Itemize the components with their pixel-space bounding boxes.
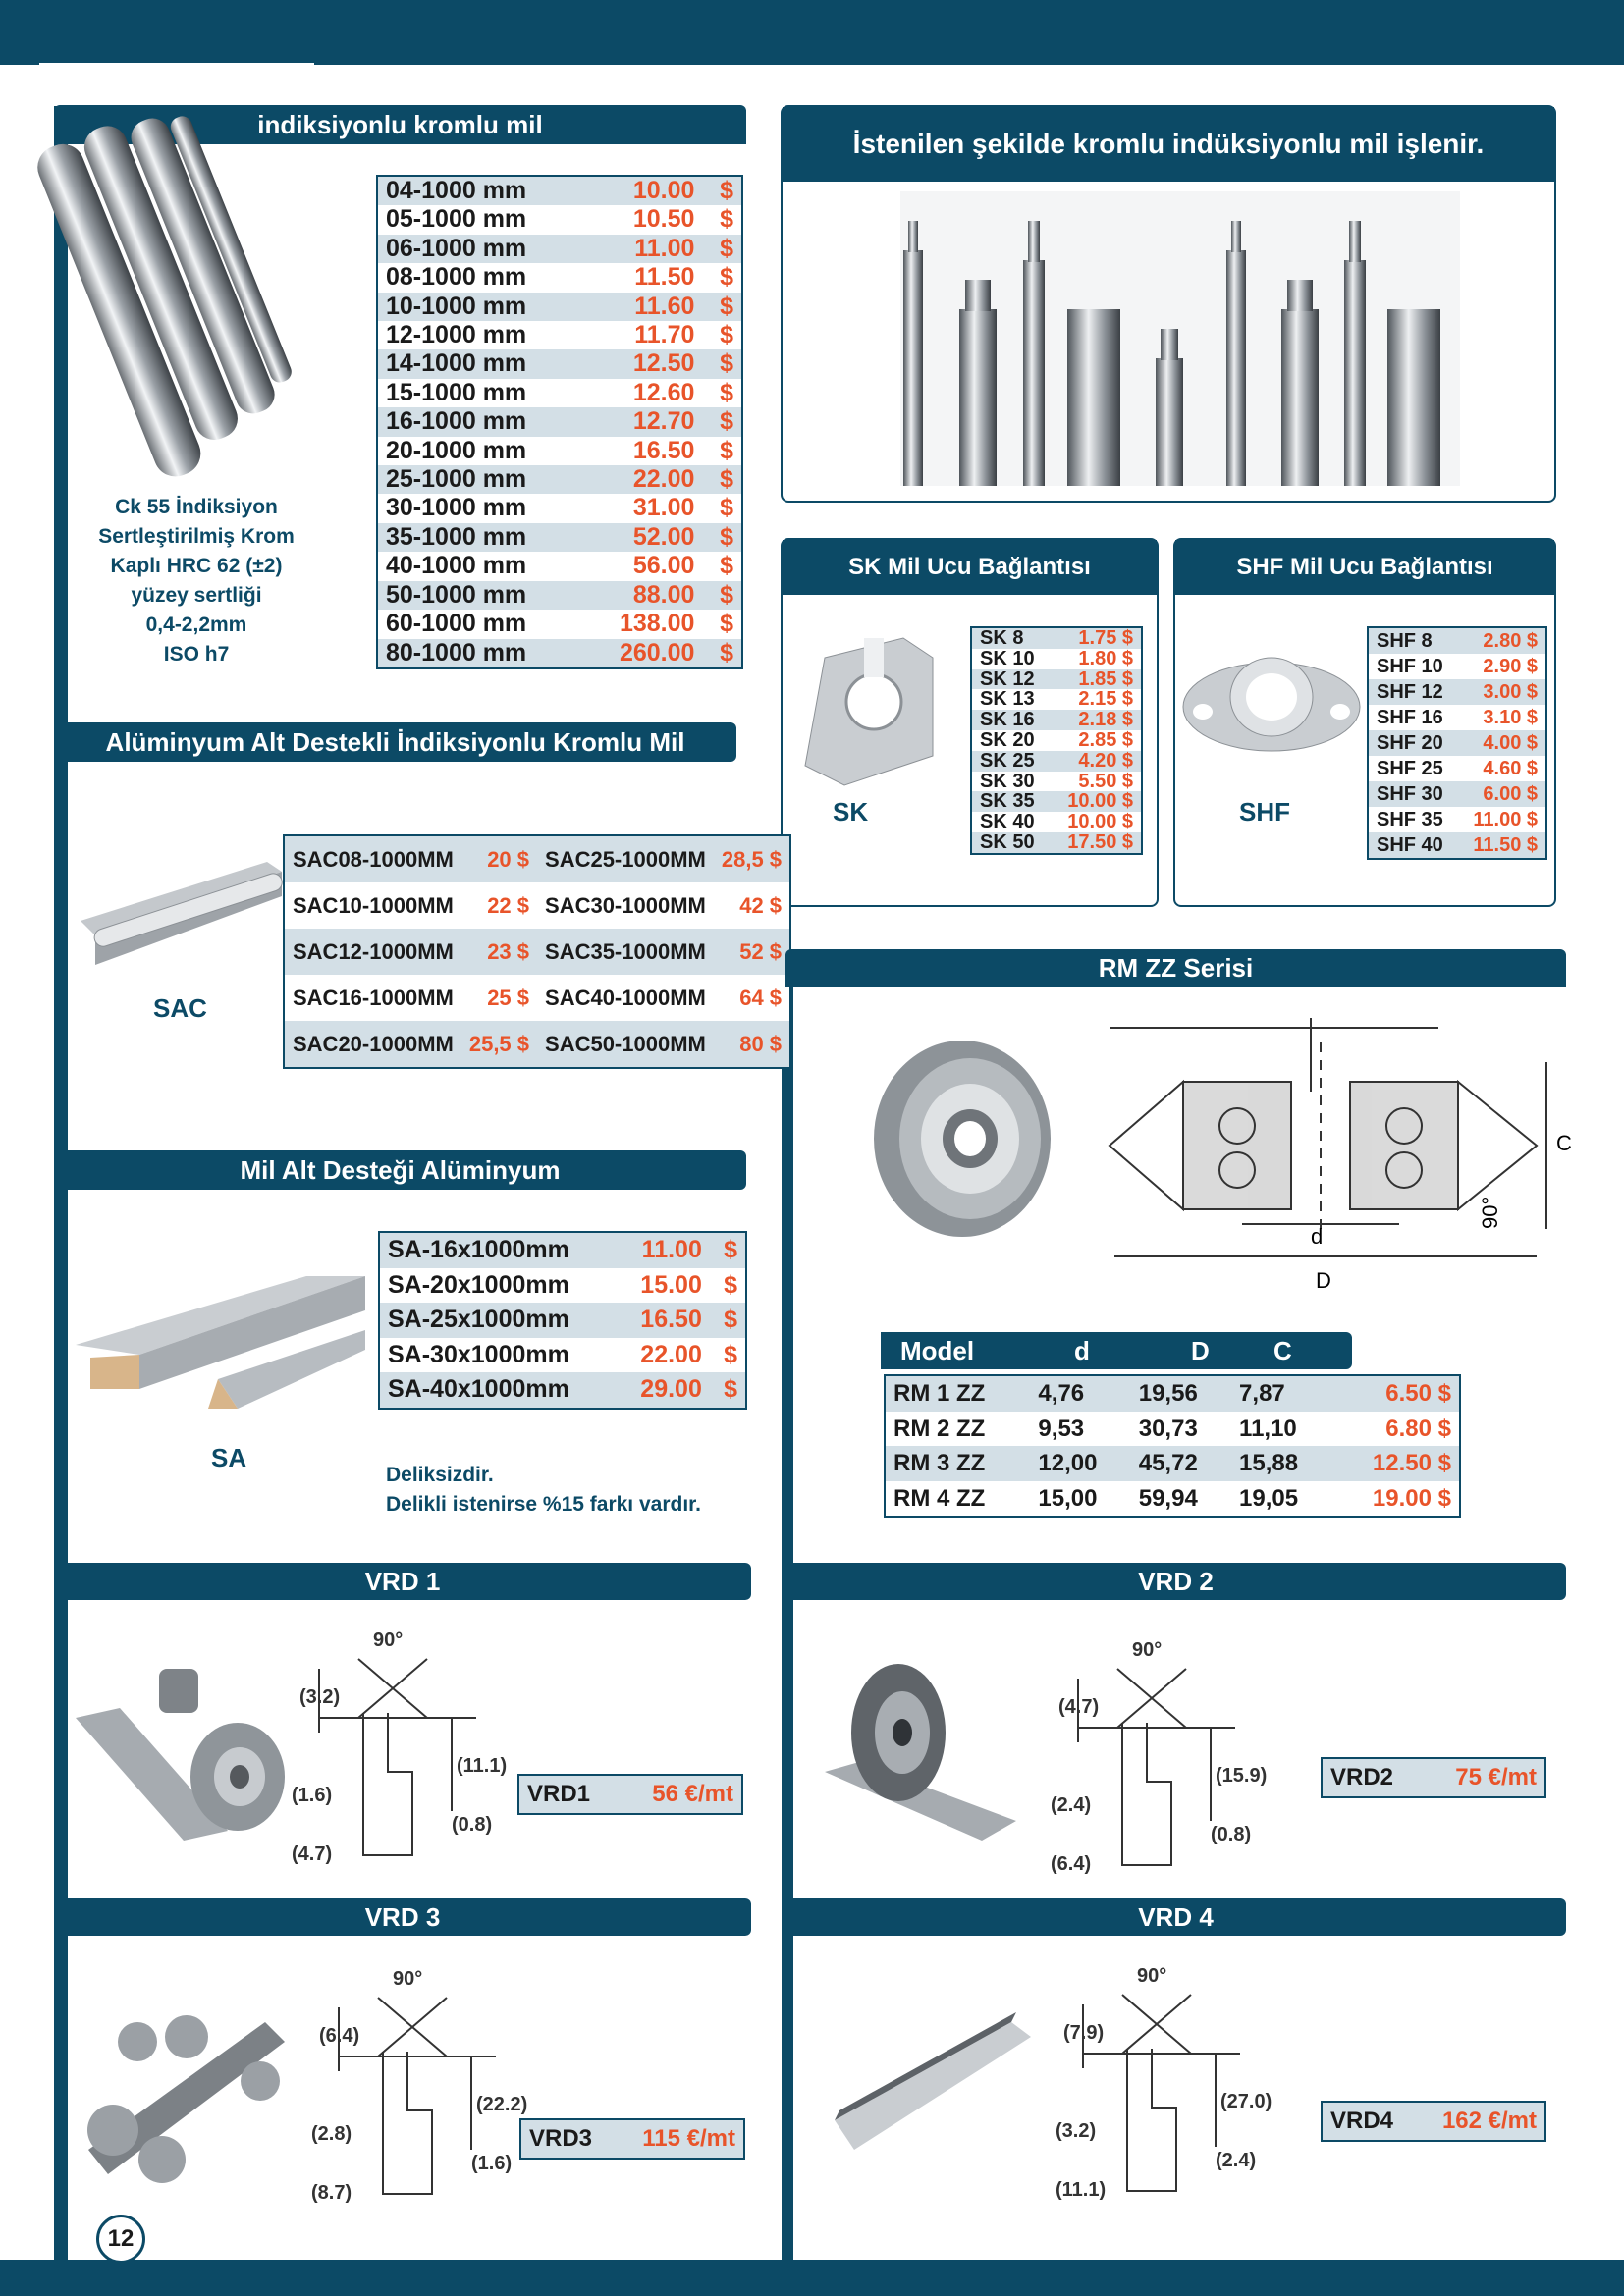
vrd3-price-box	[519, 2118, 745, 2160]
vrd1-model: VRD1	[518, 1775, 619, 1814]
krom-price-row	[377, 465, 742, 494]
sa-price: 16.50	[617, 1303, 709, 1338]
krom-price-row	[377, 523, 742, 552]
krom-desc-line: 0,4-2,2mm	[145, 614, 247, 636]
krom-price-row	[377, 235, 742, 263]
sk-model: SK 10	[971, 649, 1051, 669]
page-number: 12	[96, 2215, 145, 2264]
krom-price: 10.00	[583, 176, 702, 205]
rm-price-row	[885, 1412, 1460, 1447]
sa-price-row	[379, 1372, 746, 1409]
krom-price-row	[377, 407, 742, 436]
sk-label: SK	[833, 797, 869, 827]
rm-model: RM 1 ZZ	[885, 1375, 1030, 1412]
sa-model: SA-16x1000mm	[379, 1232, 617, 1268]
sk-price: 10.00 $	[1051, 791, 1142, 812]
sk-model: SK 50	[971, 832, 1051, 854]
sk-price-row	[971, 649, 1142, 669]
rm-price-row	[885, 1375, 1460, 1412]
rm-d: 4,76	[1030, 1375, 1130, 1412]
rm-dim-small-d: d	[1311, 1224, 1324, 1249]
shf-price-row	[1368, 807, 1546, 832]
krom-size: 16-1000 mm	[377, 407, 583, 436]
rm-header-big-d: D	[1191, 1336, 1210, 1365]
vrd2-title: VRD 2	[785, 1563, 1566, 1600]
krom-price: 16.50	[583, 437, 702, 465]
sa-support-image	[71, 1271, 370, 1414]
sa-price-row	[379, 1232, 746, 1268]
krom-currency: $	[702, 349, 742, 378]
krom-price-row	[377, 263, 742, 292]
custom-panel	[781, 105, 1556, 503]
krom-size: 08-1000 mm	[377, 263, 583, 292]
krom-price-row	[377, 205, 742, 234]
vrd3-model: VRD3	[520, 2119, 615, 2159]
sk-model: SK 8	[971, 627, 1051, 649]
shf-price: 11.00 $	[1458, 807, 1546, 832]
sac-model: SAC16-1000MM	[284, 975, 461, 1021]
sk-price: 10.00 $	[1051, 812, 1142, 832]
vrd1-title: VRD 1	[54, 1563, 751, 1600]
krom-price-row	[377, 349, 742, 378]
krom-currency: $	[702, 523, 742, 552]
krom-currency: $	[702, 205, 742, 234]
krom-size: 80-1000 mm	[377, 639, 583, 668]
sac-price-row	[284, 882, 790, 929]
sk-price-row	[971, 730, 1142, 751]
rm-d: 12,00	[1030, 1446, 1130, 1481]
rm-c: 15,88	[1231, 1446, 1331, 1481]
krom-currency: $	[702, 639, 742, 668]
sac-price-row	[284, 975, 790, 1021]
shf-model: SHF 10	[1368, 654, 1458, 679]
vrd-dim-label: (1.6)	[471, 2153, 513, 2174]
vrd-dim-label: (3.2)	[299, 1686, 341, 1708]
krom-currency: $	[702, 437, 742, 465]
krom-currency: $	[702, 263, 742, 292]
sk-price: 2.85 $	[1051, 730, 1142, 751]
vrd-dim-label: (2.8)	[311, 2123, 352, 2145]
sk-price: 1.80 $	[1051, 649, 1142, 669]
krom-size: 04-1000 mm	[377, 176, 583, 205]
krom-price: 12.70	[583, 407, 702, 436]
krom-price: 138.00	[583, 610, 702, 638]
krom-price-table	[376, 175, 743, 669]
sk-price-row	[971, 627, 1142, 649]
rm-header-c: C	[1273, 1336, 1292, 1365]
sac-model: SAC50-1000MM	[537, 1021, 714, 1068]
sa-currency: $	[710, 1232, 746, 1268]
rm-table-header	[881, 1332, 1352, 1369]
sk-title: SK Mil Ucu Bağlantısı	[783, 540, 1157, 595]
sac-rail-image	[71, 842, 287, 989]
krom-price: 52.00	[583, 523, 702, 552]
shf-price-row	[1368, 832, 1546, 859]
rm-model: RM 2 ZZ	[885, 1412, 1030, 1447]
shf-price: 2.80 $	[1458, 627, 1546, 654]
krom-price-row	[377, 494, 742, 522]
krom-price: 12.50	[583, 349, 702, 378]
shf-price: 11.50 $	[1458, 832, 1546, 859]
sk-model: SK 16	[971, 710, 1051, 730]
shf-price-row	[1368, 781, 1546, 807]
krom-currency: $	[702, 379, 742, 407]
rm-d: 15,00	[1030, 1481, 1130, 1518]
vrd-dim-label: (2.4)	[1051, 1794, 1092, 1816]
rm-d: 9,53	[1030, 1412, 1130, 1447]
sa-model: SA-30x1000mm	[379, 1338, 617, 1373]
krom-price-row	[377, 610, 742, 638]
shf-model: SHF 20	[1368, 730, 1458, 756]
sk-model: SK 12	[971, 669, 1051, 690]
krom-price: 11.50	[583, 263, 702, 292]
shf-price: 4.60 $	[1458, 756, 1546, 781]
krom-size: 30-1000 mm	[377, 494, 583, 522]
sk-model: SK 13	[971, 689, 1051, 710]
sa-note	[386, 1461, 701, 1520]
krom-price-row	[377, 581, 742, 610]
krom-currency: $	[702, 176, 742, 205]
sa-model: SA-40x1000mm	[379, 1372, 617, 1409]
sac-model: SAC20-1000MM	[284, 1021, 461, 1068]
vrd4-product-image	[830, 2012, 1036, 2160]
sac-price: 23 $	[461, 929, 537, 975]
vrd-dim-label: (2.4)	[1216, 2150, 1257, 2171]
shf-price-row	[1368, 654, 1546, 679]
vrd-dim-label: (6.4)	[1051, 1853, 1092, 1875]
krom-title: indiksiyonlu kromlu mil	[54, 105, 746, 144]
krom-size: 25-1000 mm	[377, 465, 583, 494]
shf-label: SHF	[1239, 797, 1290, 827]
rm-c: 7,87	[1231, 1375, 1331, 1412]
sa-price-row	[379, 1303, 746, 1338]
krom-desc-line: ISO h7	[163, 643, 230, 666]
vrd-dim-label: (3.2)	[1056, 2120, 1097, 2142]
krom-price-row	[377, 552, 742, 580]
sa-price-row	[379, 1268, 746, 1304]
krom-price: 56.00	[583, 552, 702, 580]
shf-price-row	[1368, 705, 1546, 730]
sac-model: SAC12-1000MM	[284, 929, 461, 975]
krom-currency: $	[702, 321, 742, 349]
sa-price-row	[379, 1338, 746, 1373]
rm-bearing-drawing	[1105, 1003, 1572, 1308]
shf-price: 4.00 $	[1458, 730, 1546, 756]
sa-model: SA-20x1000mm	[379, 1268, 617, 1304]
sk-model: SK 40	[971, 812, 1051, 832]
sk-bracket-image	[785, 618, 962, 795]
sac-price-row	[284, 929, 790, 975]
sac-title: Alüminyum Alt Destekli İndiksiyonlu Kromlu Mil	[54, 722, 736, 762]
krom-size: 14-1000 mm	[377, 349, 583, 378]
krom-price-row	[377, 176, 742, 205]
sac-price: 42 $	[714, 882, 790, 929]
shf-price: 6.00 $	[1458, 781, 1546, 807]
sa-price: 15.00	[617, 1268, 709, 1304]
sk-price: 5.50 $	[1051, 772, 1142, 792]
vrd-dim-label: 90°	[1132, 1639, 1163, 1661]
footer-bar	[0, 2260, 1624, 2296]
sa-title: Mil Alt Desteği Alüminyum	[54, 1150, 746, 1190]
shf-price-row	[1368, 627, 1546, 654]
vrd2-price-box	[1321, 1757, 1546, 1798]
rm-header-d: d	[1074, 1336, 1090, 1365]
shf-price: 2.90 $	[1458, 654, 1546, 679]
sa-model: SA-25x1000mm	[379, 1303, 617, 1338]
rm-c: 19,05	[1231, 1481, 1331, 1518]
sk-price-row	[971, 832, 1142, 854]
krom-currency: $	[702, 581, 742, 610]
vrd-dim-label: (0.8)	[1211, 1824, 1252, 1845]
vrd3-drawing	[299, 1963, 535, 2218]
sa-note-line: Deliksizdir.	[386, 1464, 494, 1486]
sa-currency: $	[710, 1268, 746, 1304]
krom-description	[98, 493, 295, 669]
shf-model: SHF 16	[1368, 705, 1458, 730]
krom-currency: $	[702, 552, 742, 580]
vrd-dim-label: 90°	[1137, 1965, 1167, 1987]
shf-flange-image	[1178, 628, 1365, 785]
krom-desc-line: Sertleştirilmiş Krom	[98, 525, 295, 548]
vrd4-model: VRD4	[1322, 2102, 1415, 2141]
rm-title: RM ZZ Serisi	[785, 949, 1566, 987]
sa-price: 22.00	[617, 1338, 709, 1373]
shf-price-row	[1368, 679, 1546, 705]
krom-price-row	[377, 379, 742, 407]
vrd-dim-label: (15.9)	[1216, 1765, 1268, 1787]
sk-price-row	[971, 669, 1142, 690]
vrd-dim-label: (27.0)	[1220, 2091, 1272, 2112]
rm-c: 11,10	[1231, 1412, 1331, 1447]
sk-model: SK 35	[971, 791, 1051, 812]
sa-price-table	[378, 1231, 747, 1410]
vrd4-price: 162 €/mt	[1415, 2102, 1545, 2141]
krom-desc-line: yüzey sertliği	[131, 584, 262, 607]
sk-price: 1.75 $	[1051, 627, 1142, 649]
krom-price-row	[377, 437, 742, 465]
rm-header-model: Model	[900, 1336, 975, 1365]
sa-note-line: Delikli istenirse %15 farkı vardır.	[386, 1493, 702, 1516]
shf-model: SHF 35	[1368, 807, 1458, 832]
sac-price: 52 $	[714, 929, 790, 975]
rm-big-d: 30,73	[1131, 1412, 1231, 1447]
sk-price-row	[971, 791, 1142, 812]
custom-shafts-image	[783, 182, 1558, 496]
sa-currency: $	[710, 1372, 746, 1409]
shf-model: SHF 40	[1368, 832, 1458, 859]
krom-price: 88.00	[583, 581, 702, 610]
krom-currency: $	[702, 235, 742, 263]
vrd2-product-image	[820, 1654, 1026, 1850]
sac-price: 25,5 $	[461, 1021, 537, 1068]
krom-price: 11.60	[583, 293, 702, 321]
sa-currency: $	[710, 1303, 746, 1338]
krom-size: 20-1000 mm	[377, 437, 583, 465]
krom-currency: $	[702, 293, 742, 321]
krom-currency: $	[702, 494, 742, 522]
vrd1-drawing	[280, 1625, 506, 1870]
rm-price-row	[885, 1481, 1460, 1518]
vrd2-price: 75 €/mt	[1422, 1758, 1545, 1797]
sk-price: 2.15 $	[1051, 689, 1142, 710]
sk-price-row	[971, 772, 1142, 792]
vrd1-price-box	[517, 1774, 743, 1815]
vrd-dim-label: (8.7)	[311, 2182, 352, 2204]
center-vertical-bar	[782, 982, 793, 2268]
rm-dim-angle: 90°	[1478, 1196, 1502, 1229]
sac-model: SAC30-1000MM	[537, 882, 714, 929]
sk-price-row	[971, 689, 1142, 710]
sk-model: SK 20	[971, 730, 1051, 751]
vrd2-model: VRD2	[1322, 1758, 1422, 1797]
sk-model: SK 25	[971, 751, 1051, 772]
vrd-dim-label: (1.6)	[292, 1785, 333, 1806]
sa-price: 29.00	[617, 1372, 709, 1409]
top-bar	[0, 0, 1624, 65]
sk-price-row	[971, 710, 1142, 730]
vrd-dim-label: (7.9)	[1063, 2022, 1105, 2044]
sk-price: 1.85 $	[1051, 669, 1142, 690]
krom-size: 05-1000 mm	[377, 205, 583, 234]
sk-price: 17.50 $	[1051, 832, 1142, 854]
sa-price: 11.00	[617, 1232, 709, 1268]
krom-size: 12-1000 mm	[377, 321, 583, 349]
shf-model: SHF 8	[1368, 627, 1458, 654]
sac-price-row	[284, 1021, 790, 1068]
krom-size: 35-1000 mm	[377, 523, 583, 552]
sac-label: SAC	[153, 993, 207, 1023]
vrd3-product-image	[79, 2002, 295, 2199]
krom-price: 12.60	[583, 379, 702, 407]
shf-price-row	[1368, 730, 1546, 756]
sk-price: 2.18 $	[1051, 710, 1142, 730]
krom-desc-line: Kaplı HRC 62 (±2)	[110, 555, 283, 577]
sk-price-row	[971, 751, 1142, 772]
sa-label: SA	[211, 1443, 247, 1472]
krom-size: 40-1000 mm	[377, 552, 583, 580]
rm-model: RM 3 ZZ	[885, 1446, 1030, 1481]
rm-big-d: 45,72	[1131, 1446, 1231, 1481]
sa-currency: $	[710, 1338, 746, 1373]
krom-currency: $	[702, 407, 742, 436]
sac-model: SAC40-1000MM	[537, 975, 714, 1021]
sac-price: 64 $	[714, 975, 790, 1021]
krom-price-row	[377, 321, 742, 349]
krom-size: 50-1000 mm	[377, 581, 583, 610]
vrd3-price: 115 €/mt	[615, 2119, 744, 2159]
shf-model: SHF 12	[1368, 679, 1458, 705]
sac-price: 25 $	[461, 975, 537, 1021]
custom-title: İstenilen şekilde kromlu indüksiyonlu mil işlenir.	[783, 107, 1554, 182]
vrd4-price-box	[1321, 2101, 1546, 2142]
vrd1-price: 56 €/mt	[619, 1775, 742, 1814]
vrd4-title: VRD 4	[785, 1898, 1566, 1936]
shf-price: 3.10 $	[1458, 705, 1546, 730]
vrd-dim-label: (11.1)	[1056, 2179, 1107, 2201]
rm-price: 19.00 $	[1331, 1481, 1460, 1518]
krom-price: 10.50	[583, 205, 702, 234]
rm-dim-c: C	[1556, 1131, 1572, 1155]
krom-price-row	[377, 293, 742, 321]
krom-price: 11.70	[583, 321, 702, 349]
sac-model: SAC25-1000MM	[537, 835, 714, 882]
rm-price: 6.80 $	[1331, 1412, 1460, 1447]
sk-price-row	[971, 812, 1142, 832]
vrd1-product-image	[71, 1659, 277, 1845]
vrd-dim-label: (0.8)	[452, 1814, 493, 1836]
shf-price-row	[1368, 756, 1546, 781]
shf-model: SHF 25	[1368, 756, 1458, 781]
sk-price-table	[970, 626, 1143, 855]
rm-price: 6.50 $	[1331, 1375, 1460, 1412]
krom-size: 15-1000 mm	[377, 379, 583, 407]
vrd-dim-label: 90°	[373, 1629, 404, 1651]
vrd2-drawing	[1039, 1634, 1274, 1880]
sk-model: SK 30	[971, 772, 1051, 792]
krom-currency: $	[702, 465, 742, 494]
shf-price-table	[1367, 626, 1547, 860]
vrd-dim-label: (6.4)	[319, 2025, 360, 2047]
sac-price: 28,5 $	[714, 835, 790, 882]
krom-price: 22.00	[583, 465, 702, 494]
krom-size: 60-1000 mm	[377, 610, 583, 638]
sac-price-table	[283, 834, 791, 1069]
sac-model: SAC08-1000MM	[284, 835, 461, 882]
krom-size: 06-1000 mm	[377, 235, 583, 263]
rm-model: RM 4 ZZ	[885, 1481, 1030, 1518]
krom-currency: $	[702, 610, 742, 638]
rm-price: 12.50 $	[1331, 1446, 1460, 1481]
top-bar-accent	[39, 63, 314, 67]
vrd-dim-label: (4.7)	[1058, 1696, 1100, 1718]
rm-price-row	[885, 1446, 1460, 1481]
vrd-dim-label: (22.2)	[476, 2094, 528, 2115]
sac-model: SAC10-1000MM	[284, 882, 461, 929]
sac-price: 20 $	[461, 835, 537, 882]
rm-bearing-image	[864, 1031, 1060, 1247]
shf-model: SHF 30	[1368, 781, 1458, 807]
krom-price: 11.00	[583, 235, 702, 263]
shf-price: 3.00 $	[1458, 679, 1546, 705]
shf-title: SHF Mil Ucu Bağlantısı	[1175, 540, 1554, 595]
sac-price-row	[284, 835, 790, 882]
krom-price: 260.00	[583, 639, 702, 668]
vrd-dim-label: (4.7)	[292, 1843, 333, 1865]
krom-desc-line: Ck 55 İndiksiyon	[115, 496, 278, 518]
krom-price-row	[377, 639, 742, 668]
vrd4-drawing	[1044, 1960, 1279, 2216]
rm-big-d: 19,56	[1131, 1375, 1231, 1412]
sac-price: 80 $	[714, 1021, 790, 1068]
sk-price: 4.20 $	[1051, 751, 1142, 772]
vrd3-title: VRD 3	[54, 1898, 751, 1936]
vrd-dim-label: (11.1)	[457, 1755, 508, 1777]
rm-price-table	[884, 1374, 1461, 1518]
rm-big-d: 59,94	[1131, 1481, 1231, 1518]
krom-price: 31.00	[583, 494, 702, 522]
sac-price: 22 $	[461, 882, 537, 929]
chrome-rods-image	[69, 147, 304, 452]
rm-dim-big-d: D	[1316, 1268, 1331, 1293]
vrd-dim-label: 90°	[393, 1968, 423, 1990]
sac-model: SAC35-1000MM	[537, 929, 714, 975]
krom-size: 10-1000 mm	[377, 293, 583, 321]
